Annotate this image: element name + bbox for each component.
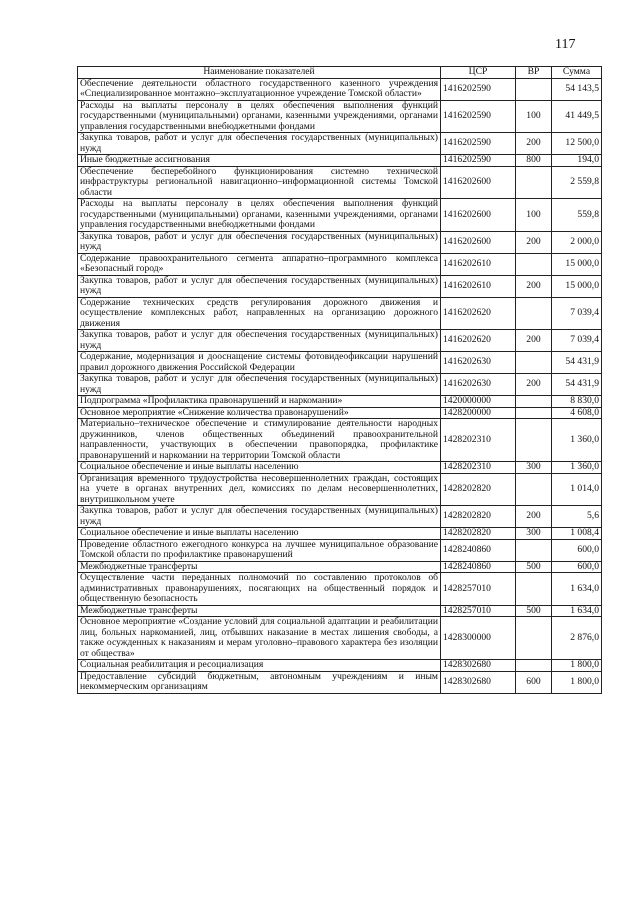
header-sum: Сумма xyxy=(552,67,602,79)
cell-vr: 200 xyxy=(516,506,552,528)
cell-csr: 1416202600 xyxy=(441,199,516,232)
cell-vr xyxy=(516,297,552,330)
cell-name: Социальная реабилитация и ресоциализация xyxy=(78,660,441,672)
table-header-row xyxy=(78,67,602,79)
cell-csr: 1416202600 xyxy=(441,231,516,253)
cell-name: Обеспечение бесперебойного функционирования системно технической инфраструктуры региональной навигационно–информационной системы Томской области xyxy=(78,166,441,199)
cell-vr xyxy=(516,573,552,606)
cell-vr xyxy=(516,660,552,672)
cell-vr: 800 xyxy=(516,155,552,167)
cell-csr: 1420000000 xyxy=(441,396,516,408)
cell-name: Расходы на выплаты персоналу в целях обеспечения выполнения функций государственными (муниципальными) органами, казенными учреждениями, органами управления государственными внебюджетными фондами xyxy=(78,199,441,232)
cell-sum: 1 360,0 xyxy=(552,419,602,462)
cell-vr xyxy=(516,539,552,561)
cell-name: Организация временного трудоустройства несовершеннолетних граждан, состоящих на учете в органах внутренних дел, комиссиях по делам несовершеннолетних, внутришкольном учете xyxy=(78,473,441,506)
cell-sum: 2 876,0 xyxy=(552,617,602,660)
cell-name: Социальное обеспечение и иные выплаты населению xyxy=(78,528,441,540)
cell-sum: 1 800,0 xyxy=(552,660,602,672)
cell-name: Иные бюджетные ассигнования xyxy=(78,155,441,167)
cell-csr: 1416202610 xyxy=(441,275,516,297)
cell-vr xyxy=(516,407,552,419)
cell-sum: 15 000,0 xyxy=(552,275,602,297)
cell-name: Материально–техническое обеспечение и стимулирование деятельности народных дружинников, членов общественных объединений правоохранительной направленности, участвующих в обеспечении правопорядка, профилактике правонарушений и наркомании на территории Томской области xyxy=(78,419,441,462)
cell-name: Подпрограмма «Профилактика правонарушений и наркомании» xyxy=(78,396,441,408)
table-row xyxy=(78,352,602,374)
table-row xyxy=(78,78,602,100)
table-row xyxy=(78,166,602,199)
cell-vr: 200 xyxy=(516,374,552,396)
cell-sum: 600,0 xyxy=(552,539,602,561)
cell-vr: 200 xyxy=(516,231,552,253)
header-name: Наименование показателей xyxy=(78,67,441,79)
table-row xyxy=(78,462,602,474)
cell-vr xyxy=(516,166,552,199)
table-row xyxy=(78,199,602,232)
cell-name: Осуществление части переданных полномочий по составлению протоколов об административных правонарушениях, посягающих на общественный порядок и общественную безопасность xyxy=(78,573,441,606)
cell-name: Межбюджетные трансферты xyxy=(78,561,441,573)
header-csr: ЦСР xyxy=(441,67,516,79)
cell-csr: 1428202310 xyxy=(441,419,516,462)
cell-csr: 1428302680 xyxy=(441,660,516,672)
cell-name: Основное мероприятие «Снижение количества правонарушений» xyxy=(78,407,441,419)
cell-sum: 194,0 xyxy=(552,155,602,167)
cell-csr: 1416202590 xyxy=(441,100,516,133)
cell-csr: 1416202610 xyxy=(441,253,516,275)
cell-sum: 1 014,0 xyxy=(552,473,602,506)
cell-sum: 1 360,0 xyxy=(552,462,602,474)
cell-vr: 300 xyxy=(516,528,552,540)
cell-sum: 7 039,4 xyxy=(552,297,602,330)
table-row xyxy=(78,539,602,561)
table-row xyxy=(78,275,602,297)
cell-csr: 1428202820 xyxy=(441,473,516,506)
cell-csr: 1428202820 xyxy=(441,506,516,528)
cell-sum: 7 039,4 xyxy=(552,330,602,352)
cell-csr: 1416202620 xyxy=(441,297,516,330)
cell-csr: 1416202620 xyxy=(441,330,516,352)
table-row xyxy=(78,253,602,275)
cell-name: Расходы на выплаты персоналу в целях обеспечения выполнения функций государственными (муниципальными) органами, казенными учреждениями, органами управления государственными внебюджетными фондами xyxy=(78,100,441,133)
table-row xyxy=(78,660,602,672)
cell-sum: 1 800,0 xyxy=(552,671,602,693)
cell-name: Проведение областного ежегодного конкурса на лучшее муниципальное образование Томской области по профилактике правонарушений xyxy=(78,539,441,561)
cell-name: Социальное обеспечение и иные выплаты населению xyxy=(78,462,441,474)
table-row xyxy=(78,133,602,155)
cell-sum: 54 431,9 xyxy=(552,374,602,396)
cell-csr: 1428202310 xyxy=(441,462,516,474)
cell-name: Закупка товаров, работ и услуг для обеспечения государственных (муниципальных) нужд xyxy=(78,506,441,528)
cell-vr xyxy=(516,352,552,374)
cell-name: Обеспечение деятельности областного государственного казенного учреждения «Специализированное монтажно–эксплуатационное учреждение Томской области» xyxy=(78,78,441,100)
cell-vr xyxy=(516,419,552,462)
table-row xyxy=(78,617,602,660)
budget-table xyxy=(77,66,602,694)
cell-sum: 5,6 xyxy=(552,506,602,528)
cell-sum: 8 830,0 xyxy=(552,396,602,408)
cell-vr: 200 xyxy=(516,330,552,352)
table-row xyxy=(78,155,602,167)
table-row xyxy=(78,419,602,462)
cell-csr: 1428240860 xyxy=(441,539,516,561)
table-row xyxy=(78,407,602,419)
cell-name: Межбюджетные трансферты xyxy=(78,605,441,617)
cell-csr: 1416202630 xyxy=(441,374,516,396)
table-row xyxy=(78,297,602,330)
table-row xyxy=(78,396,602,408)
cell-name: Содержание технических средств регулирования дорожного движения и осуществление комплексных работ, направленных на организацию дорожного движения xyxy=(78,297,441,330)
cell-vr xyxy=(516,253,552,275)
cell-sum: 2 559,8 xyxy=(552,166,602,199)
table-row xyxy=(78,231,602,253)
cell-sum: 600,0 xyxy=(552,561,602,573)
cell-csr: 1428257010 xyxy=(441,573,516,606)
cell-csr: 1428202820 xyxy=(441,528,516,540)
cell-name: Закупка товаров, работ и услуг для обеспечения государственных (муниципальных) нужд xyxy=(78,231,441,253)
table-body xyxy=(78,78,602,693)
cell-name: Предоставление субсидий бюджетным, автономным учреждениям и иным некоммерческим организациям xyxy=(78,671,441,693)
cell-vr xyxy=(516,473,552,506)
table-row xyxy=(78,671,602,693)
cell-vr xyxy=(516,78,552,100)
cell-vr: 300 xyxy=(516,462,552,474)
cell-sum: 15 000,0 xyxy=(552,253,602,275)
table-row xyxy=(78,100,602,133)
cell-csr: 1428200000 xyxy=(441,407,516,419)
cell-sum: 41 449,5 xyxy=(552,100,602,133)
table-row xyxy=(78,561,602,573)
cell-sum: 1 634,0 xyxy=(552,573,602,606)
table-row xyxy=(78,605,602,617)
cell-vr: 500 xyxy=(516,561,552,573)
cell-name: Закупка товаров, работ и услуг для обеспечения государственных (муниципальных) нужд xyxy=(78,330,441,352)
cell-name: Закупка товаров, работ и услуг для обеспечения государственных (муниципальных) нужд xyxy=(78,133,441,155)
header-vr: ВР xyxy=(516,67,552,79)
cell-vr xyxy=(516,396,552,408)
table-row xyxy=(78,374,602,396)
cell-vr: 100 xyxy=(516,100,552,133)
table-row xyxy=(78,573,602,606)
cell-csr: 1428257010 xyxy=(441,605,516,617)
table-row xyxy=(78,506,602,528)
table-row xyxy=(78,330,602,352)
cell-vr: 200 xyxy=(516,275,552,297)
cell-csr: 1428300000 xyxy=(441,617,516,660)
cell-csr: 1416202590 xyxy=(441,133,516,155)
cell-vr xyxy=(516,617,552,660)
cell-csr: 1416202630 xyxy=(441,352,516,374)
cell-vr: 500 xyxy=(516,605,552,617)
cell-csr: 1428240860 xyxy=(441,561,516,573)
cell-csr: 1416202600 xyxy=(441,166,516,199)
cell-name: Основное мероприятие «Создание условий для социальной адаптации и реабилитации лиц, больных наркоманией, лиц, отбывших наказание в местах лишения свободы, а также осужденных к наказаниям и мерам уголовно–правового характера без изоляции от общества» xyxy=(78,617,441,660)
cell-csr: 1428302680 xyxy=(441,671,516,693)
cell-sum: 1 634,0 xyxy=(552,605,602,617)
page-number: 117 xyxy=(555,37,576,52)
table-row xyxy=(78,528,602,540)
cell-csr: 1416202590 xyxy=(441,155,516,167)
cell-vr: 100 xyxy=(516,199,552,232)
cell-name: Содержание, модернизация и дооснащение системы фотовидеофиксации нарушений правил дорожного движения Российской Федерации xyxy=(78,352,441,374)
cell-sum: 4 608,0 xyxy=(552,407,602,419)
table-row xyxy=(78,473,602,506)
cell-sum: 12 500,0 xyxy=(552,133,602,155)
cell-sum: 54 431,9 xyxy=(552,352,602,374)
cell-vr: 200 xyxy=(516,133,552,155)
cell-vr: 600 xyxy=(516,671,552,693)
cell-sum: 559,8 xyxy=(552,199,602,232)
cell-name: Содержание правоохранительного сегмента аппаратно–программного комплекса «Безопасный город» xyxy=(78,253,441,275)
cell-name: Закупка товаров, работ и услуг для обеспечения государственных (муниципальных) нужд xyxy=(78,275,441,297)
cell-sum: 1 008,4 xyxy=(552,528,602,540)
cell-name: Закупка товаров, работ и услуг для обеспечения государственных (муниципальных) нужд xyxy=(78,374,441,396)
cell-sum: 54 143,5 xyxy=(552,78,602,100)
cell-csr: 1416202590 xyxy=(441,78,516,100)
cell-sum: 2 000,0 xyxy=(552,231,602,253)
